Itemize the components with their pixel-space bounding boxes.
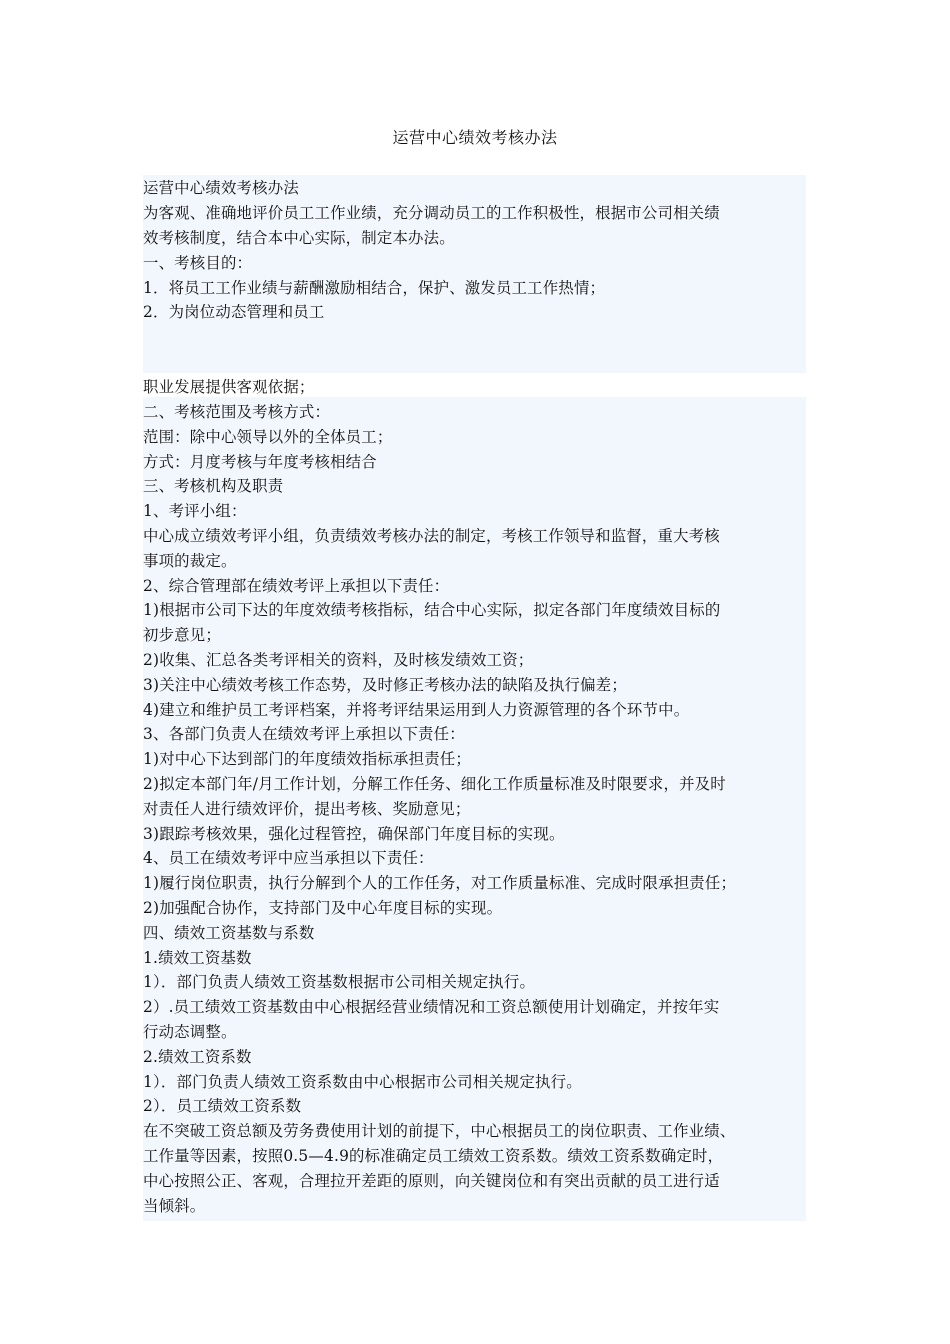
- body-line: 1、考评小组：: [143, 502, 247, 520]
- body-line: 为客观、准确地评价员工工作业绩，充分调动员工的工作积极性，根据市公司相关绩: [143, 204, 720, 222]
- body-line: 在不突破工资总额及劳务费使用计划的前提下，中心根据员工的岗位职责、工作业绩、: [143, 1122, 736, 1140]
- body-line: 3、各部门负责人在绩效考评上承担以下责任：: [143, 725, 465, 743]
- body-line: 2)加强配合协作，支持部门及中心年度目标的实现。: [143, 899, 503, 917]
- body-line: 2.绩效工资系数: [143, 1048, 252, 1066]
- body-line: 1）．部门负责人绩效工资系数由中心根据市公司相关规定执行。: [143, 1073, 582, 1091]
- body-line: 初步意见；: [143, 626, 221, 644]
- body-line: 2．为岗位动态管理和员工: [143, 303, 325, 321]
- body-line: 工作量等因素，按照0.5—4.9的标准确定员工绩效工资系数。绩效工资系数确定时，: [143, 1147, 724, 1165]
- body-line: 4)建立和维护员工考评档案，并将考评结果运用到人力资源管理的各个环节中。: [143, 701, 690, 719]
- body-line: 中心成立绩效考评小组，负责绩效考核办法的制定，考核工作领导和监督，重大考核: [143, 527, 720, 545]
- body-line: 方式：月度考核与年度考核相结合: [143, 453, 377, 471]
- body-line: 1．将员工工作业绩与薪酬激励相结合，保护、激发员工工作热情；: [143, 279, 606, 297]
- body-line: 1）．部门负责人绩效工资基数根据市公司相关规定执行。: [143, 973, 536, 991]
- document-title: 运营中心绩效考核办法: [392, 128, 558, 147]
- body-line: 行动态调整。: [143, 1023, 237, 1041]
- body-line: 1)对中心下达到部门的年度绩效指标承担责任；: [143, 750, 472, 768]
- body-line: 效考核制度，结合本中心实际，制定本办法。: [143, 229, 455, 247]
- body-line: 1)根据市公司下达的年度效绩考核指标，结合中心实际，拟定各部门年度绩效目标的: [143, 601, 721, 619]
- body-line: 四、绩效工资基数与系数: [143, 924, 315, 942]
- body-line: 职业发展提供客观依据；: [143, 378, 315, 396]
- body-line: 1.绩效工资基数: [143, 949, 252, 967]
- body-line: 2）.员工绩效工资基数由中心根据经营业绩情况和工资总额使用计划确定，并按年实: [143, 998, 720, 1016]
- body-line: 2、综合管理部在绩效考评上承担以下责任：: [143, 577, 450, 595]
- body-line: 运营中心绩效考核办法: [143, 179, 299, 197]
- body-line: 3)跟踪考核效果，强化过程管控，确保部门年度目标的实现。: [143, 825, 565, 843]
- body-line: 2)拟定本部门年/月工作计划，分解工作任务、细化工作质量标准及时限要求，并及时: [143, 775, 726, 793]
- body-line: 当倾斜。: [143, 1197, 206, 1215]
- body-line: 2)收集、汇总各类考评相关的资料，及时核发绩效工资；: [143, 651, 534, 669]
- body-line: 1)履行岗位职责，执行分解到个人的工作任务，对工作质量标准、完成时限承担责任；: [143, 874, 737, 892]
- body-line: 二、考核范围及考核方式：: [143, 403, 331, 421]
- body-line: 三、考核机构及职责: [143, 477, 284, 495]
- body-line: 事项的裁定。: [143, 552, 237, 570]
- body-line: 对责任人进行绩效评价，提出考核、奖励意见；: [143, 800, 471, 818]
- body-line: 一、考核目的：: [143, 254, 253, 272]
- body-line: 4、员工在绩效考评中应当承担以下责任：: [143, 849, 434, 867]
- body-line: 范围：除中心领导以外的全体员工；: [143, 428, 393, 446]
- body-line: 3)关注中心绩效考核工作态势，及时修正考核办法的缺陷及执行偏差；: [143, 676, 627, 694]
- body-line: 中心按照公正、客观，合理拉开差距的原则，向关键岗位和有突出贡献的员工进行适: [143, 1172, 720, 1190]
- body-line: 2）．员工绩效工资系数: [143, 1097, 302, 1115]
